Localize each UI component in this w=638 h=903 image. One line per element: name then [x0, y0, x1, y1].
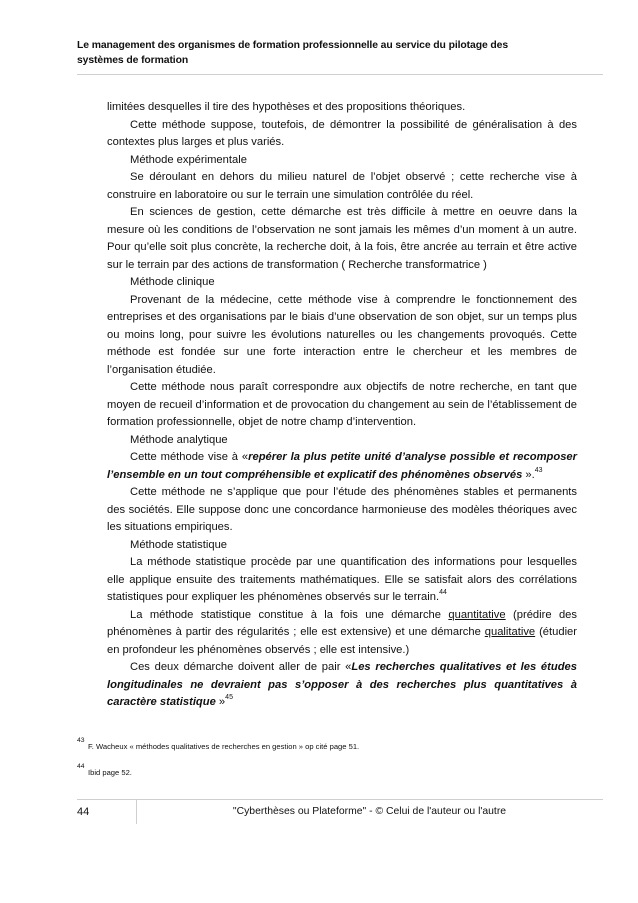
footnote	[77, 763, 603, 778]
header-divider	[77, 74, 603, 75]
bold-italic-quote: repérer la plus petite unité d’analyse possible et recomposer l’ensemble en un tout compréhensible et explicatif des phénomènes observés	[107, 451, 577, 481]
paragraph-quote	[107, 659, 577, 712]
underlined-term: qualitative	[484, 626, 536, 638]
paragraph: Cette méthode suppose, toutefois, de démontrer la possibilité de généralisation à des contextes plus larges et plus variés.	[107, 118, 577, 148]
footnote-ref: 43	[534, 466, 543, 474]
paragraph: Se déroulant en dehors du milieu naturel de l’objet observé ; cette recherche vise à construire en laboratoire ou sur le terrain une simulation contrôlée du réel.	[107, 171, 577, 201]
paragraph-text: La méthode statistique procède par une quantification des informations pour lesquelles elle applique ensuite des traitements mathématiques. Elle se satisfait alors des corrélations statistiques pour expliquer les phénomènes observés sur le terrain.	[107, 556, 577, 603]
paragraph: limitées desquelles il tire des hypothèses et des propositions théoriques.	[107, 101, 466, 113]
quote-lead: Cette méthode vise à «	[130, 451, 249, 463]
quote-end: »	[215, 696, 226, 708]
bold-italic-quote: Les recherches qualitatives et les études longitudinales ne devraient pas s’opposer à des recherches plus quantitatives à caractère statistique	[107, 661, 577, 708]
section-heading: Méthode analytique	[130, 433, 228, 446]
footnote	[77, 737, 603, 752]
paragraph: Provenant de la médecine, cette méthode vise à comprendre le fonctionnement des entreprises et des organisations par le biais d’une observation de son objet, sur un temps plus ou moins long, pour suivre les évolutions naturelles ou les changements provoqués. Cette méthode est fondée sur une forte interaction entre le chercheur et les membres de l’organisation étudiée.	[107, 293, 577, 376]
section-heading: Méthode statistique	[130, 538, 228, 551]
footnote-ref: 44	[439, 589, 447, 596]
running-header	[77, 38, 597, 68]
footnote-number: 43	[77, 737, 85, 744]
underlined-term: quantitative	[448, 608, 506, 621]
quote-lead: Ces deux démarche doivent aller de pair «	[130, 661, 352, 673]
footnote-text: Ibid page 52.	[88, 768, 132, 777]
paragraph: En sciences de gestion, cette démarche est très difficile à mettre en oeuvre dans la mesure où les conditions de l’observation ne sont jamais les mêmes d’un moment à un autre. Pour qu’elle soit plus concrète, la recherche doit, à la fois, être ancrée au terrain et être active sur le terrain par des actions de transformation ( Recherche transformatrice )	[107, 206, 577, 271]
header-line-1: Le management des organismes de formation professionnelle au service du pilotage des	[77, 40, 509, 51]
section-heading: Méthode expérimentale	[130, 153, 247, 166]
footnotes	[77, 737, 603, 794]
paragraph	[107, 554, 577, 607]
footer-text: "Cyberthèses ou Plateforme" - © Celui de l'auteur ou l'autre	[232, 806, 507, 817]
paragraph-quote	[107, 449, 577, 484]
paragraph-text: (prédire des phénomènes à partir des régularités ; elle est extensive) et une démarche	[107, 608, 577, 638]
paragraph-text: (étudier en profondeur les phénomènes observés ; elle est intensive.)	[107, 626, 577, 656]
paragraph	[107, 607, 577, 660]
footnote-text: F. Wacheux « méthodes qualitatives de recherches en gestion » op cité page 51.	[88, 742, 360, 751]
page-number: 44	[77, 806, 90, 818]
header-line-2: systèmes de formation	[77, 55, 189, 66]
body-text	[107, 99, 577, 712]
footnote-number: 44	[77, 763, 85, 770]
footnote-ref: 45	[225, 694, 233, 701]
footer-divider	[77, 799, 603, 800]
paragraph: Cette méthode ne s’applique que pour l’étude des phénomènes stables et permanents des sociétés. Elle suppose donc une concordance harmonieuse des modèles théoriques avec les situations empiriques.	[107, 486, 577, 533]
paragraph: Cette méthode nous paraît correspondre aux objectifs de notre recherche, en tant que moyen de recueil d’information et de provocation du changement au sein de l’établissement de formation professionnelle, objet de notre champ d’intervention.	[107, 381, 577, 428]
quote-end: ».	[522, 468, 535, 481]
paragraph-text: La méthode statistique constitue à la fois une démarche	[130, 608, 449, 621]
section-heading: Méthode clinique	[130, 276, 215, 288]
